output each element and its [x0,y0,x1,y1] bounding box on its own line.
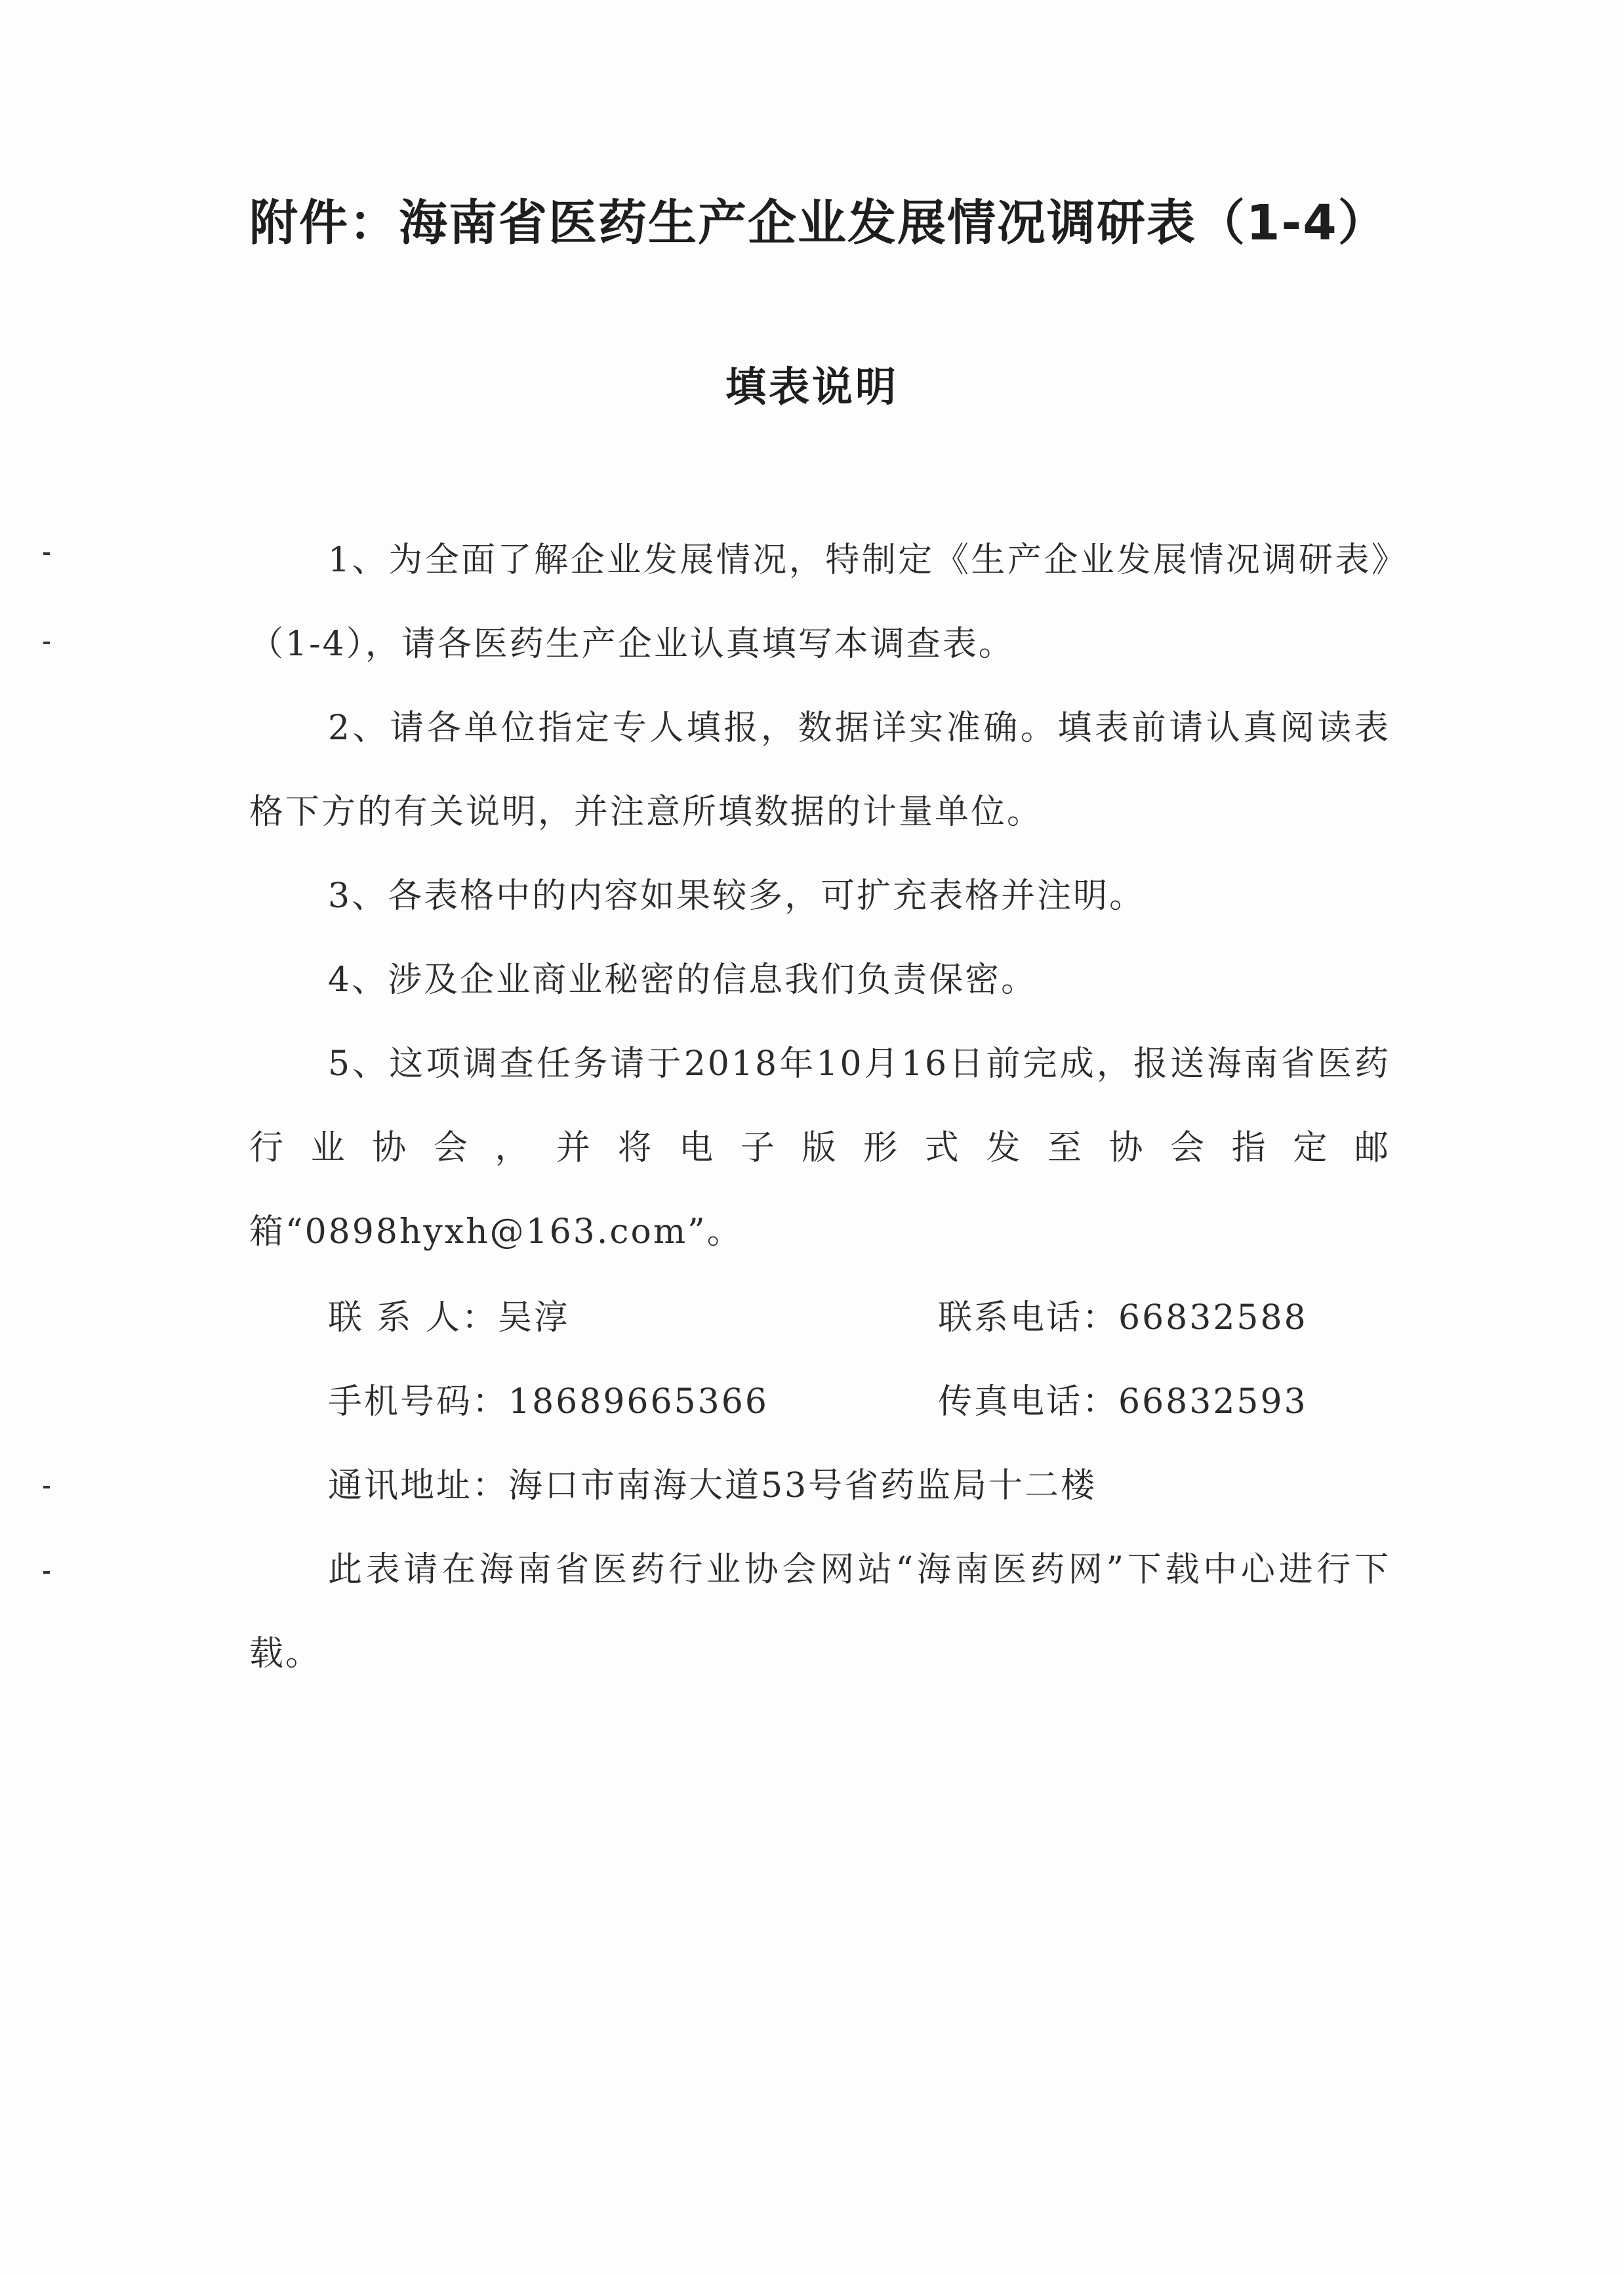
document-title: 附件：海南省医药生产企业发展情况调研表（1-4） [249,195,1388,251]
contact-mobile: 手机号码：18689665366 [328,1382,769,1422]
scan-mark [43,1571,50,1574]
scan-mark [43,1486,50,1488]
download-note: 此表请在海南省医药行业协会网站“海南医药网”下载中心进行下载。 [249,1550,1391,1673]
instructions-body [249,518,1391,1274]
instruction-item-5: 5、这项调查任务请于2018年10月16日前完成，报送海南省医药行业协会，并将电子版形式发至协会指定邮箱“0898hyxh@163.com”。 [249,1044,1391,1252]
scan-mark [43,552,50,555]
contact-row-2 [328,1360,1391,1444]
contact-row-3 [328,1444,1391,1528]
contact-row-1 [328,1276,1391,1360]
contact-phone: 联系电话：66832588 [938,1298,1308,1338]
instructions-heading: 填表说明 [725,363,899,411]
instruction-item-4: 4、涉及企业商业秘密的信息我们负责保密。 [328,960,1038,1000]
contact-fax: 传真电话：66832593 [938,1382,1308,1422]
contact-info [328,1276,1391,1528]
contact-address: 通讯地址：海口市南海大道53号省药监局十二楼 [328,1466,1097,1506]
instruction-item-3: 3、各表格中的内容如果较多，可扩充表格并注明。 [328,876,1146,916]
scan-mark [43,642,50,644]
instruction-item-1: 1、为全面了解企业发展情况，特制定《生产企业发展情况调研表》（1-4），请各医药生产企业认真填写本调查表。 [249,541,1391,664]
download-note-block [249,1528,1391,1696]
instruction-item-2: 2、请各单位指定专人填报，数据详实准确。填表前请认真阅读表格下方的有关说明，并注意所填数据的计量单位。 [249,708,1391,832]
contact-person: 联 系 人：吴淳 [328,1298,571,1338]
